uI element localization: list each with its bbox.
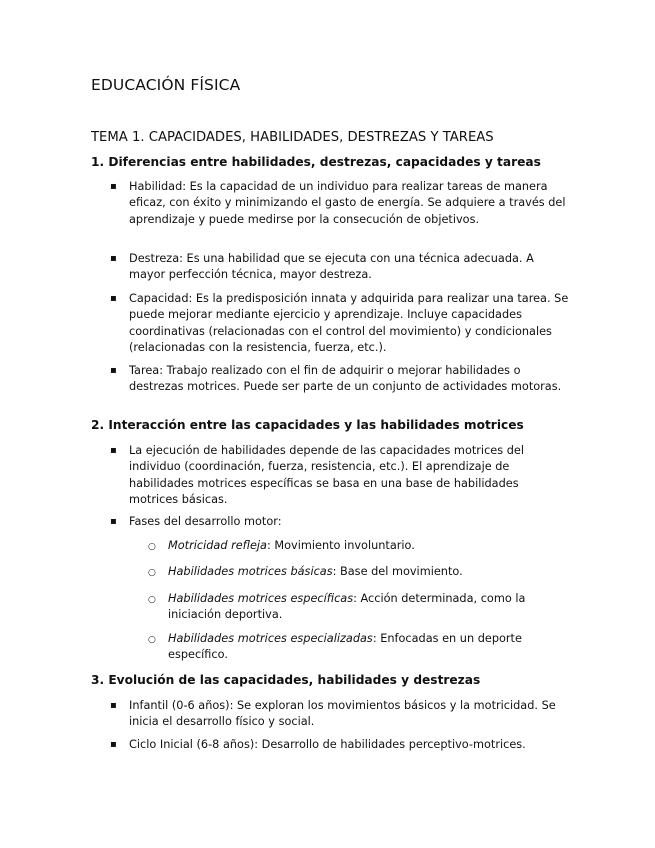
section-heading-3: 3. Evolución de las capacidades, habilidades y destrezas [91, 673, 481, 687]
list-item-text: La ejecución de habilidades depende de las capacidades motrices del individuo (coordinación, fuerza, resistencia, etc.). El aprendizaje de habilidades motrices específicas se basa en una base de habilidades motrices básicas. [129, 444, 524, 507]
circle-bullet-icon: ○ [148, 568, 156, 578]
list-item-text: Capacidad: Es la predisposición innata y adquirida para realizar una tarea. Se puede mejorar mediante ejercicio y aprendizaje. Incluye capacidades coordinativas (relacionadas con el control del movimiento) y condicionales (relacionadas con la resistencia, fuerza, etc.). [129, 292, 569, 355]
sub-item-desc: : Movimiento involuntario. [266, 539, 415, 552]
bullet-icon: ▪ [110, 181, 117, 192]
circle-bullet-icon: ○ [148, 635, 156, 645]
sub-item-desc: : Base del movimiento. [332, 565, 463, 578]
sub-list-item-text [168, 591, 563, 624]
bullet-icon: ▪ [110, 516, 117, 527]
sub-item-term: Habilidades motrices básicas [168, 565, 333, 578]
list-item-text: Habilidad: Es la capacidad de un individuo para realizar tareas de manera eficaz, con éxito y minimizando el gasto de energía. Se adquiere a través del aprendizaje y puede medirse por la consecución de objetivos. [129, 180, 566, 226]
section-heading-2: 2. Interacción entre las capacidades y las habilidades motrices [91, 418, 524, 432]
sub-list-item-text [168, 538, 563, 554]
sub-item-term: Habilidades motrices específicas [168, 592, 354, 605]
list-item-text: Infantil (0-6 años): Se exploran los movimientos básicos y la motricidad. Se inicia el desarrollo físico y social. [129, 699, 556, 729]
document-title: EDUCACIÓN FÍSICA [91, 76, 241, 94]
bullet-icon: ▪ [110, 739, 117, 750]
bullet-icon: ▪ [110, 700, 117, 711]
circle-bullet-icon: ○ [148, 542, 156, 552]
bullet-icon: ▪ [110, 253, 117, 264]
tema-title: TEMA 1. CAPACIDADES, HABILIDADES, DESTREZAS Y TAREAS [91, 130, 494, 145]
sub-item-term: Motricidad refleja [168, 539, 267, 552]
list-item-text: Tarea: Trabajo realizado con el fin de adquirir o mejorar habilidades o destrezas motrices. Puede ser parte de un conjunto de actividades motoras. [129, 364, 562, 394]
sub-item-desc: : Acción determinada, como la iniciación deportiva. [168, 592, 526, 622]
bullet-icon: ▪ [110, 365, 117, 376]
sub-list-item-text [168, 564, 563, 580]
sub-item-desc: : Enfocadas en un deporte específico. [168, 632, 522, 662]
circle-bullet-icon: ○ [148, 595, 156, 605]
list-item-text: Fases del desarrollo motor: [129, 515, 282, 528]
list-item-text: Destreza: Es una habilidad que se ejecuta con una técnica adecuada. A mayor perfección técnica, mayor destreza. [129, 252, 534, 282]
section-heading-1: 1. Diferencias entre habilidades, destrezas, capacidades y tareas [91, 155, 541, 169]
list-item-text: Ciclo Inicial (6-8 años): Desarrollo de habilidades perceptivo-motrices. [129, 738, 526, 751]
sub-item-term: Habilidades motrices especializadas [168, 632, 373, 645]
bullet-icon: ▪ [110, 293, 117, 304]
bullet-icon: ▪ [110, 445, 117, 456]
sub-list-item-text [168, 631, 563, 664]
